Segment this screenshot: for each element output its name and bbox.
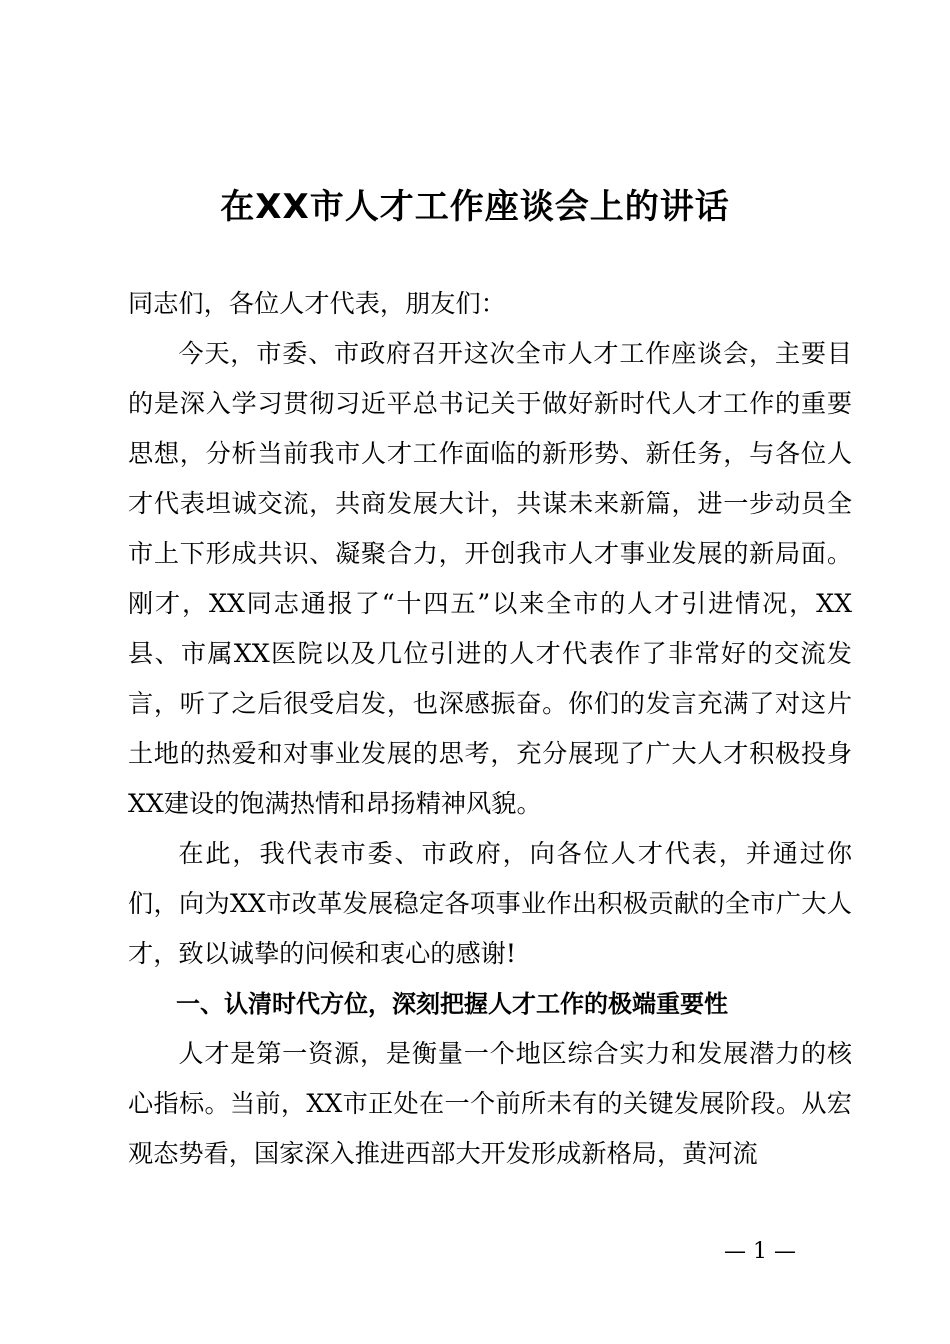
page-number: — 1 —	[724, 1239, 796, 1264]
paragraph-section-one: 人才是第一资源，是衡量一个地区综合实力和发展潜力的核心指标。当前，XX市正处在一个前所未有的关键发展阶段。从宏观态势看，国家深入推进西部大开发形成新格局，黄河流	[128, 1039, 852, 1168]
section-heading: 一、认清时代方位，深刻把握人才工作的极端重要性	[176, 990, 728, 1018]
document-title: 在XX市人才工作座谈会上的讲话	[220, 187, 730, 227]
salutation: 同志们，各位人才代表，朋友们：	[128, 289, 506, 318]
paragraph-thanks: 在此，我代表市委、市政府，向各位人才代表，并通过你们，向为XX市改革发展稳定各项事业作出积极贡献的全市广大人才，致以诚挚的问候和衷心的感谢!	[128, 839, 852, 968]
paragraph-opening: 今天，市委、市政府召开这次全市人才工作座谈会，主要目的是深入学习贯彻习近平总书记关于做好新时代人才工作的重要思想，分析当前我市人才工作面临的新形势、新任务，与各位人才代表坦诚交流，共商发展大计，共谋未来新篇，进一步动员全市上下形成共识、凝聚合力，开创我市人才事业发展的新局面。刚才，XX同志通报了“十四五”以来全市的人才引进情况，XX县、市属XX医院以及几位引进的人才代表作了非常好的交流发言，听了之后很受启发，也深感振奋。你们的发言充满了对这片土地的热爱和对事业发展的思考，充分展现了广大人才积极投身XX建设的饱满热情和昂扬精神风貌。	[128, 339, 852, 818]
document-body	[128, 279, 852, 1179]
